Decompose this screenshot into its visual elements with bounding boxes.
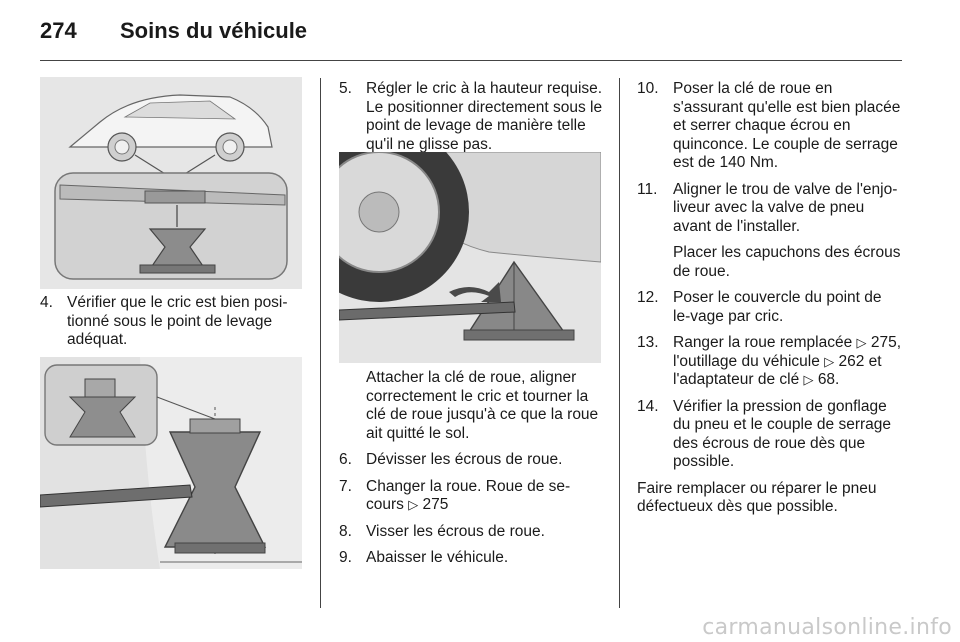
figure-jack-positioning xyxy=(40,357,302,569)
step-4-number: 4. xyxy=(40,294,53,311)
step-5 xyxy=(339,80,605,154)
closing-note: Faire remplacer ou réparer le pneu défectueux dès que possible. xyxy=(637,479,877,515)
figure-car-lifting-point xyxy=(40,77,302,289)
jack-positioning-illustration xyxy=(40,357,302,569)
step-4 xyxy=(40,294,302,350)
step-12-number: 12. xyxy=(637,289,659,306)
step-13-text-a: Ranger la roue remplacée xyxy=(673,334,853,351)
page-header xyxy=(40,18,900,48)
step-14-text: Vérifier la pression de gonflage du pneu et le couple de serrage des écrous de roue dès que possible. xyxy=(673,397,892,470)
reference-arrow-icon: ▷ xyxy=(803,372,814,387)
step-13-page-ref-c[interactable]: 68. xyxy=(817,371,840,388)
step-6-text: Dévisser les écrous de roue. xyxy=(366,451,563,468)
reference-arrow-icon: ▷ xyxy=(408,497,419,512)
right-column-text xyxy=(637,80,903,525)
step-9-number: 9. xyxy=(339,549,352,566)
step-13-text-b: l'outillage du véhicule xyxy=(673,352,820,370)
step-6-number: 6. xyxy=(339,451,352,468)
step-7 xyxy=(339,478,605,515)
left-column-text xyxy=(40,294,302,358)
step-10-text: Poser la clé de roue en s'assurant qu'elle est bien placée et serrer chaque écrou en quinconce. Le couple de serrage est de 140 Nm. xyxy=(673,80,901,171)
step-6 xyxy=(339,451,605,470)
step-9-text: Abaisser le véhicule. xyxy=(366,549,509,566)
step-7-number: 7. xyxy=(339,477,352,495)
step-13 xyxy=(637,334,903,390)
car-jack-illustration xyxy=(40,77,302,289)
step-7-page-ref[interactable]: 275 xyxy=(422,496,449,513)
step-8-number: 8. xyxy=(339,522,352,540)
header-rule xyxy=(40,60,902,61)
middle-column-text-top xyxy=(339,80,605,162)
step-14-number: 14. xyxy=(637,397,659,415)
step-11-text: Aligner le trou de valve de l'enjo-liveur avec la valve de pneu avant de l'installer. xyxy=(673,180,898,235)
step-5-text: Régler le cric à la hauteur requise. Le positionner directement sous le point de levage de manière telle qu'il ne glisse pas. xyxy=(366,80,603,153)
step-13-number: 13. xyxy=(637,334,659,351)
step-4-text: Vérifier que le cric est bien posi-tionné sous le point de levage adéquat. xyxy=(67,294,288,348)
middle-column-text-bottom xyxy=(339,369,605,576)
wheel-wrench-illustration xyxy=(339,152,601,363)
figure-wheel-jack-wrench xyxy=(339,152,601,363)
step-5-number: 5. xyxy=(339,80,352,97)
step-8 xyxy=(339,523,605,542)
page-number: 274 xyxy=(40,18,77,43)
step-12 xyxy=(637,289,903,326)
reference-arrow-icon: ▷ xyxy=(856,335,867,350)
step-9 xyxy=(339,549,605,568)
reference-arrow-icon: ▷ xyxy=(824,353,835,369)
step-10-number: 10. xyxy=(637,80,659,97)
step-13-text-c: l'adaptateur de clé xyxy=(673,371,800,388)
step-7-text: Changer la roue. Roue de se-cours xyxy=(366,477,571,513)
step-13-page-ref-a[interactable]: 275, xyxy=(870,334,902,351)
column-divider-1 xyxy=(320,78,321,608)
watermark: carmanualsonline.info xyxy=(702,615,952,640)
step-11 xyxy=(637,181,903,237)
step-12-text: Poser le couvercle du point de le-vage par cric. xyxy=(673,289,882,325)
step-10 xyxy=(637,80,903,173)
step-11-number: 11. xyxy=(637,180,658,198)
step-11-note: Placer les capuchons des écrous de roue. xyxy=(673,244,901,280)
column-divider-2 xyxy=(619,78,620,608)
step-14 xyxy=(637,398,903,472)
step-13-page-ref-b[interactable]: 262 et xyxy=(838,352,882,370)
chapter-title: Soins du véhicule xyxy=(120,18,308,43)
step-8-text: Visser les écrous de roue. xyxy=(366,522,545,540)
step-5-note: Attacher la clé de roue, aligner correctement le cric et tourner la clé de roue jusqu'à ce que la roue ait quitté le sol. xyxy=(366,369,599,442)
